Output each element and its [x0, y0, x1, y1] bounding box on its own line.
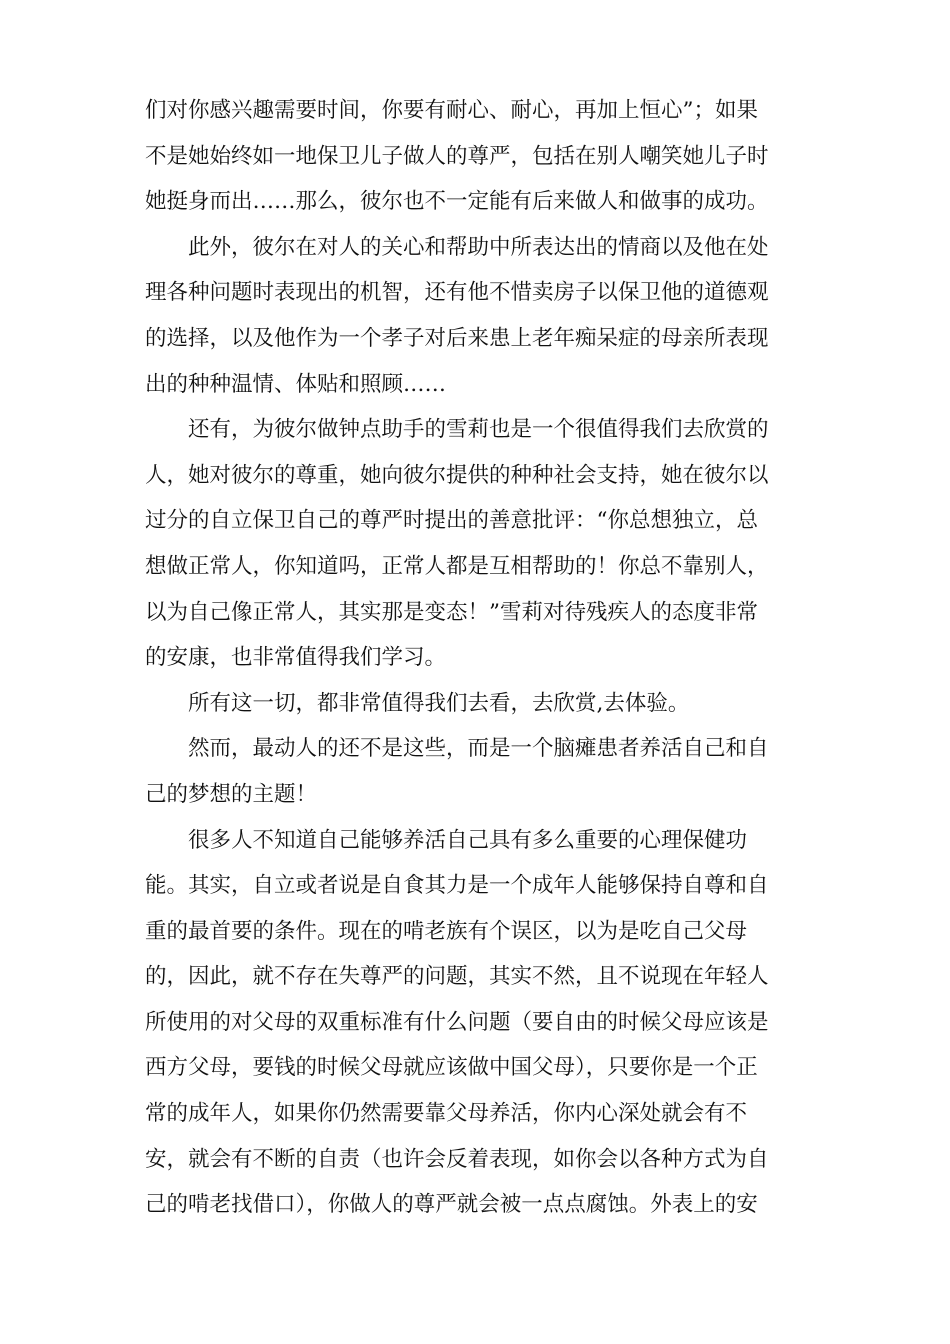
- text-line: 人，她对彼尔的尊重，她向彼尔提供的种种社会支持，她在彼尔以: [145, 462, 769, 488]
- text-line: 所使用的对父母的双重标准有什么问题（要自由的时候父母应该是: [145, 1009, 769, 1035]
- paragraph: [145, 818, 800, 1228]
- body-text: [145, 88, 800, 1228]
- text-line: 不是她始终如一地保卫儿子做人的尊严，包括在别人嘲笑她儿子时: [145, 143, 769, 169]
- text-line: 己的啃老找借口），你做人的尊严就会被一点点腐蚀。外表上的安: [145, 1192, 758, 1218]
- text-line: 她挺身而出……那么，彼尔也不一定能有后来做人和做事的成功。: [145, 189, 769, 215]
- paragraph: [145, 407, 800, 681]
- text-line: 们对你感兴趣需要时间，你要有耐心、耐心，再加上恒心”；如果: [145, 98, 758, 123]
- text-line: 想做正常人，你知道吗，正常人都是互相帮助的！你总不靠别人，: [145, 553, 769, 579]
- text-line: 还有，为彼尔做钟点助手的雪莉也是一个很值得我们去欣赏的: [188, 417, 769, 443]
- paragraph: [145, 726, 800, 817]
- text-line: 所有这一切，都非常值得我们去看，去欣赏,去体验。: [188, 690, 690, 716]
- text-line: 出的种种温情、体贴和照顾……: [145, 371, 447, 397]
- text-line: 过分的自立保卫自己的尊严时提出的善意批评：“你总想独立，总: [145, 508, 758, 534]
- text-line: 西方父母，要钱的时候父母就应该做中国父母），只要你是一个正: [145, 1055, 758, 1081]
- text-line: 的，因此，就不存在失尊严的问题，其实不然，且不说现在年轻人: [145, 964, 769, 990]
- text-line: 理各种问题时表现出的机智，还有他不惜卖房子以保卫他的道德观: [145, 280, 769, 306]
- text-line: 很多人不知道自己能够养活自己具有多么重要的心理保健功: [188, 827, 748, 853]
- text-line: 的安康，也非常值得我们学习。: [145, 645, 447, 671]
- paragraph: [145, 225, 800, 407]
- text-line: 安，就会有不断的自责（也许会反着表现，如你会以各种方式为自: [145, 1146, 769, 1172]
- text-line: 然而，最动人的还不是这些，而是一个脑瘫患者养活自己和自: [188, 736, 769, 762]
- text-line: 常的成年人，如果你仍然需要靠父母养活，你内心深处就会有不: [145, 1101, 748, 1127]
- text-line: 能。其实，自立或者说是自食其力是一个成年人能够保持自尊和自: [145, 873, 769, 899]
- paragraph: [145, 88, 800, 225]
- text-line: 以为自己像正常人，其实那是变态！”雪莉对待残疾人的态度非常: [145, 599, 758, 625]
- paragraph: [145, 681, 800, 727]
- text-line: 此外，彼尔在对人的关心和帮助中所表达出的情商以及他在处: [188, 234, 769, 260]
- text-line: 重的最首要的条件。现在的啃老族有个误区，以为是吃自己父母: [145, 918, 748, 944]
- text-line: 己的梦想的主题！: [145, 781, 318, 807]
- text-line: 的选择，以及他作为一个孝子对后来患上老年痴呆症的母亲所表现: [145, 325, 769, 351]
